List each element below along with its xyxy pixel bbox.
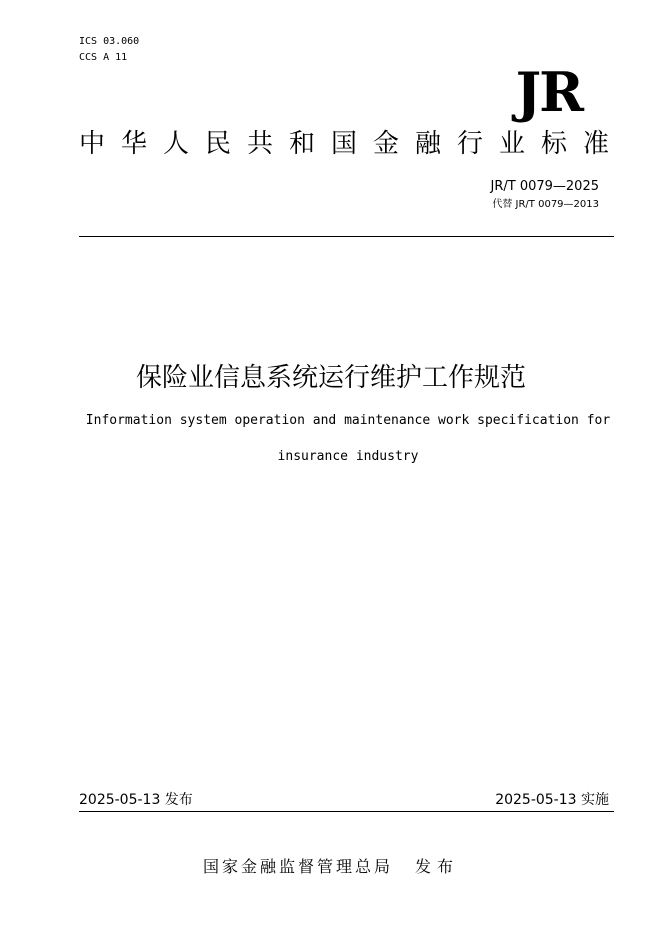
jr-logo: JR — [515, 60, 582, 124]
document-title-english — [60, 403, 636, 475]
document-title-chinese: 保险业信息系统运行维护工作规范 — [135, 363, 526, 393]
ccs-code: CCS A 11 — [79, 52, 128, 63]
issuer — [0, 855, 662, 879]
standard-category-title: 中华人民共和国金融行业标准 — [79, 129, 626, 159]
footer-divider — [79, 811, 614, 812]
replaces-standard: 代替 JR/T 0079—2013 — [492, 199, 599, 210]
english-title-line-2: insurance industry — [277, 449, 419, 464]
english-title-line-1: Information system operation and maintenance work specification for — [85, 413, 611, 428]
implementation-date: 2025-05-13 实施 — [495, 792, 609, 808]
ics-code: ICS 03.060 — [79, 36, 140, 47]
issue-action: 发布 — [415, 857, 460, 876]
classification-codes — [79, 34, 139, 66]
issuing-organization: 国家金融监督管理总局 — [202, 857, 393, 876]
header-divider — [79, 236, 614, 237]
publish-date: 2025-05-13 发布 — [79, 792, 193, 808]
standard-number: JR/T 0079—2025 — [490, 179, 599, 194]
